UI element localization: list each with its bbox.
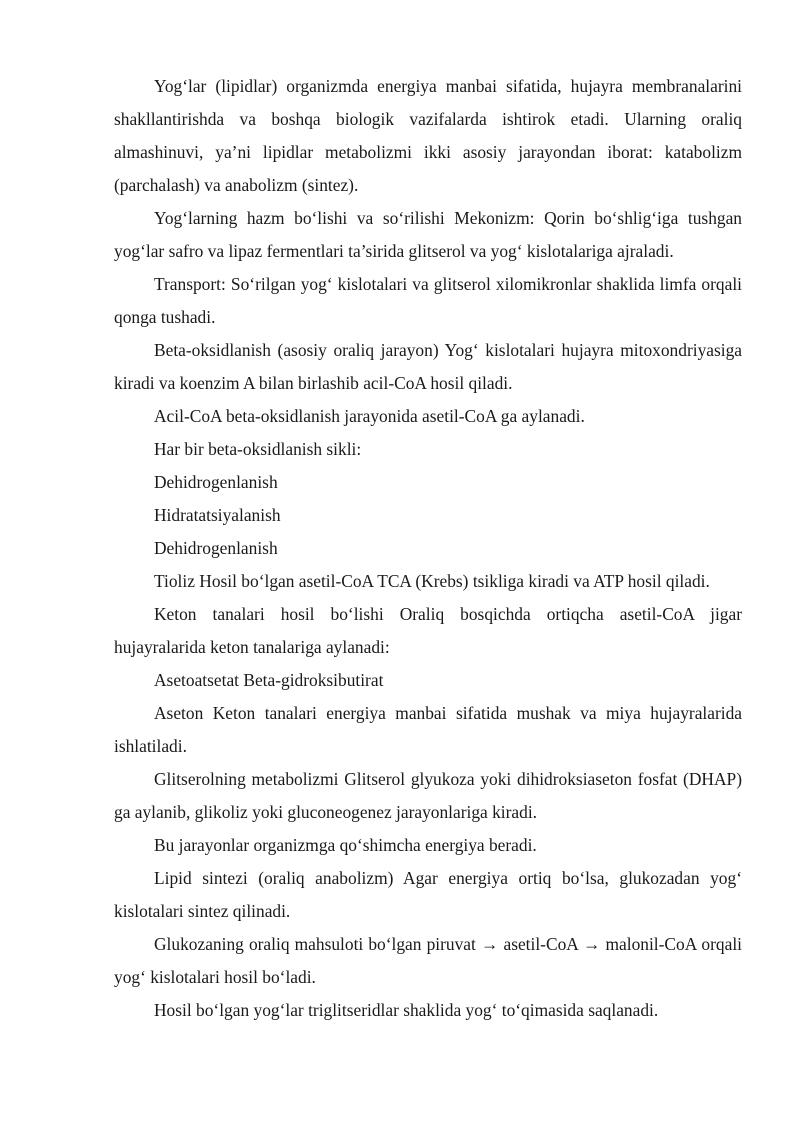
document-page — [114, 70, 742, 1027]
paragraph-digestion: Yog‘larning hazm bo‘lishi va so‘rilishi Mekonizm: Qorin bo‘shlig‘iga tushgan yog‘lar safro va lipaz fermentlari ta’sirida glitserol va yog‘ kislotalariga ajraladi. — [114, 208, 742, 261]
paragraph-thiolysis: Tioliz Hosil bo‘lgan asetil-CoA TCA (Krebs) tsikliga kiradi va ATP hosil qiladi. — [154, 571, 710, 591]
paragraph-transport: Transport: So‘rilgan yog‘ kislotalari va glitserol xilomikronlar shaklida limfa orqali qonga tushadi. — [114, 274, 742, 327]
paragraph-beta-oxidation: Beta-oksidlanish (asosiy oraliq jarayon) Yog‘ kislotalari hujayra mitoxondriyasiga kiradi va koenzim A bilan birlashib acil-CoA hosil qiladi. — [114, 340, 742, 393]
list-item-dehydrogenation-1: Dehidrogenlanish — [154, 472, 278, 492]
list-item-hydration: Hidratatsiyalanish — [154, 505, 281, 525]
paragraph-storage: Hosil bo‘lgan yog‘lar triglitseridlar shaklida yog‘ to‘qimasida saqlanadi. — [154, 1000, 659, 1020]
paragraph-cycle-heading: Har bir beta-oksidlanish sikli: — [154, 439, 362, 459]
paragraph-ketone-bodies: Keton tanalari hosil bo‘lishi Oraliq bosqichda ortiqcha asetil-CoA jigar hujayralarida keton tanalariga aylanadi: — [114, 604, 742, 657]
paragraph-intro: Yog‘lar (lipidlar) organizmda energiya manbai sifatida, hujayra membranalarini shakllantirishda va boshqa biologik vazifalarda ishtirok etadi. Ularning oraliq almashinuvi, ya’ni lipidlar metabolizmi ikki asosiy jarayondan iborat: katabolizm (parchalash) va anabolizm (sintez). — [114, 76, 742, 195]
list-item-ketone-types: Asetoatsetat Beta-gidroksibutirat — [154, 670, 384, 690]
paragraph-acil-coa: Acil-CoA beta-oksidlanish jarayonida asetil-CoA ga aylanadi. — [154, 406, 585, 426]
paragraph-glycerol: Glitserolning metabolizmi Glitserol glyukoza yoki dihidroksiaseton fosfat (DHAP) ga aylanib, glikoliz yoki gluconeogenez jarayonlariga kiradi. — [114, 769, 742, 822]
paragraph-lipid-synthesis: Lipid sintezi (oraliq anabolizm) Agar energiya ortiq bo‘lsa, glukozadan yog‘ kislotalari sintez qilinadi. — [114, 868, 742, 921]
paragraph-acetone: Aseton Keton tanalari energiya manbai sifatida mushak va miya hujayralarida ishlatiladi. — [114, 703, 742, 756]
paragraph-energy: Bu jarayonlar organizmga qo‘shimcha energiya beradi. — [154, 835, 537, 855]
list-item-dehydrogenation-2: Dehidrogenlanish — [154, 538, 278, 558]
paragraph-pyruvate: Glukozaning oraliq mahsuloti bo‘lgan piruvat → asetil-CoA → malonil-CoA orqali yog‘ kislotalari hosil bo‘ladi. — [114, 934, 742, 987]
